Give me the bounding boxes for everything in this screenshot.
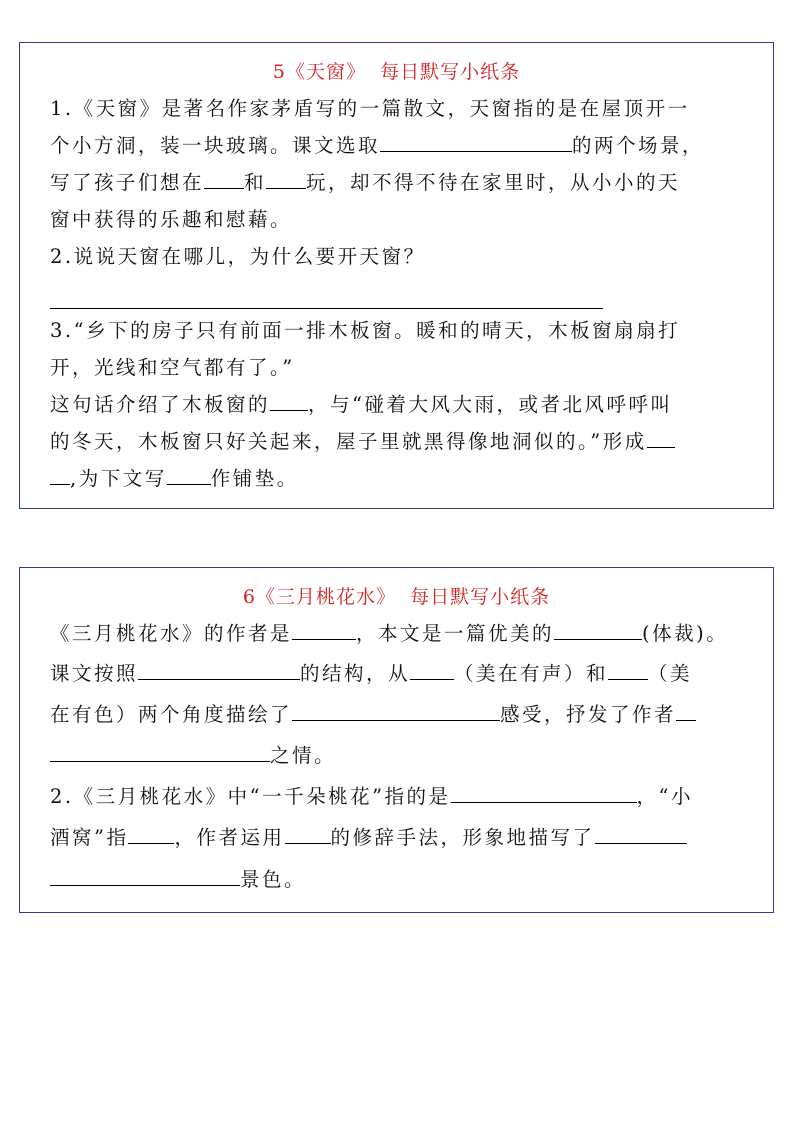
answer-blank[interactable] [50, 466, 70, 485]
question-3-line-4: 的冬天，木板窗只好关起来，屋子里就黑得像地洞似的。”形成 [50, 426, 675, 454]
question-3-line-5: ,为下文写 作铺垫。 [50, 463, 299, 491]
answer-blank[interactable] [647, 429, 675, 448]
dictation-card-tianchuang [19, 42, 774, 509]
answer-blank[interactable] [138, 661, 300, 680]
answer-blank[interactable] [451, 784, 637, 803]
card-title: 6《三月桃花水》 每日默写小纸条 [242, 586, 551, 608]
answer-blank[interactable] [50, 867, 240, 886]
answer-blank[interactable] [410, 661, 454, 680]
question-1-line-2: 课文按照 的结构，从 （美在有声）和 （美 [50, 662, 693, 685]
answer-blank[interactable] [266, 170, 306, 189]
answer-blank[interactable] [292, 621, 356, 640]
question-2-line-1: 2.《三月桃花水》中“一千朵桃花”指的是 ，“小 [50, 785, 694, 808]
answer-blank[interactable] [285, 825, 331, 844]
question-3-line-3: 这句话介绍了木板窗的 ，与“碰着大风大雨，或者北风呼呼叫 [50, 393, 673, 416]
dictation-card-sanyue-taohuashui [19, 567, 774, 913]
question-2-line-3: 景色。 [50, 864, 306, 892]
question-1-line-4: 窗中获得的乐趣和慰藉。 [50, 208, 293, 231]
question-2-line: 2.说说天窗在哪儿，为什么要开天窗？ [50, 245, 426, 268]
question-1-line-2: 个小方洞，装一块玻璃。课文选取 的两个场景， [50, 134, 705, 157]
answer-blank[interactable] [676, 702, 696, 721]
question-1-line-3: 在有色）两个角度描绘了 感受，抒发了作者 [50, 699, 696, 727]
answer-blank[interactable] [554, 621, 642, 640]
question-1-line-4: 之情。 [50, 740, 336, 768]
answer-blank[interactable] [595, 825, 687, 844]
answer-blank[interactable] [608, 661, 648, 680]
answer-blank[interactable] [380, 133, 572, 152]
answer-blank[interactable] [204, 170, 244, 189]
question-1-line-1: 《三月桃花水》的作者是 ，本文是一篇优美的 (体裁)。 [50, 622, 729, 645]
answer-blank[interactable] [167, 466, 211, 485]
question-1-line-3: 写了孩子们想在 和 玩，却不得不待在家里时，从小小的天 [50, 171, 681, 194]
answer-blank[interactable] [292, 702, 500, 721]
card-title: 5《天窗》 每日默写小纸条 [272, 61, 521, 83]
answer-blank[interactable] [50, 743, 270, 762]
question-3-line-1: 3.“乡下的房子只有前面一排木板窗。暖和的晴天，木板窗扇扇打 [50, 319, 681, 342]
question-3-line-2: 开，光线和空气都有了。” [50, 356, 295, 379]
answer-line[interactable] [50, 308, 603, 309]
answer-blank[interactable] [128, 825, 174, 844]
answer-blank[interactable] [270, 392, 308, 411]
question-2-line-2: 酒窝”指 ，作者运用 的修辞手法，形象地描写了 [50, 822, 687, 850]
question-1-line-1: 1.《天窗》是著名作家茅盾写的一篇散文，天窗指的是在屋顶开一 [50, 97, 690, 120]
